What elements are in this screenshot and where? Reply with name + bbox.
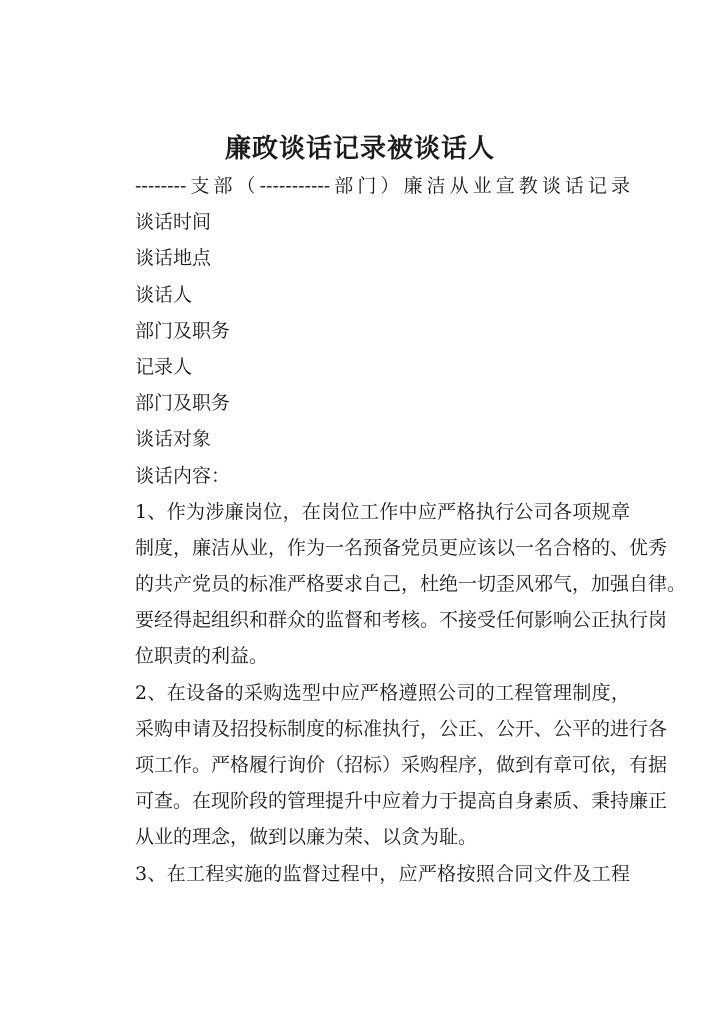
- field-label: 部门及职务: [135, 392, 231, 415]
- paragraph-2: [135, 675, 668, 856]
- document-title: 廉政谈话记录被谈话人: [224, 134, 495, 164]
- paragraph-line: 从业的理念，做到以廉为荣、以贪为耻。: [135, 826, 478, 849]
- field-label: 谈话时间: [135, 211, 212, 234]
- paragraph-3: [135, 856, 630, 892]
- field-label: 部门及职务: [135, 319, 231, 342]
- paragraph-line: 项工作。严格履行询价（招标）采购程序，做到有章可依，有据: [135, 754, 668, 776]
- paragraph-line: 采购申请及招投标制度的标准执行，公正、公开、公平的进行各: [135, 717, 668, 740]
- document-body: [135, 168, 687, 892]
- paragraph-line: 2、在设备的采购选型中应严格遵照公司的工程管理制度，: [135, 681, 630, 704]
- paragraph-line: 位职责的利益。: [135, 645, 269, 668]
- paragraph-1: [135, 494, 687, 675]
- paragraph-line: 制度，廉洁从业，作为一名预备党员更应该以一名合格的、优秀: [135, 536, 668, 559]
- field-label: 谈话人: [135, 283, 193, 306]
- paragraph-line: 可查。在现阶段的管理提升中应着力于提高自身素质、秉持廉正: [135, 790, 668, 813]
- field-label: 谈话内容：: [135, 464, 231, 487]
- field-label: 谈话地点: [135, 247, 212, 270]
- subtitle: --------支部（-----------部门）廉洁从业宣教谈话记录: [135, 175, 630, 197]
- paragraph-line: 要经得起组织和群众的监督和考核。不接受任何影响公正执行岗: [135, 609, 668, 632]
- field-label: 谈话对象: [135, 428, 212, 451]
- paragraph-line: 3、在工程实施的监督过程中，应严格按照合同文件及工程: [135, 862, 630, 885]
- field-label: 记录人: [135, 355, 193, 378]
- paragraph-line: 1、作为涉廉岗位，在岗位工作中应严格执行公司各项规章: [135, 500, 630, 523]
- paragraph-line: 的共产党员的标准严格要求自己，杜绝一切歪风邪气，加强自律。: [135, 573, 687, 596]
